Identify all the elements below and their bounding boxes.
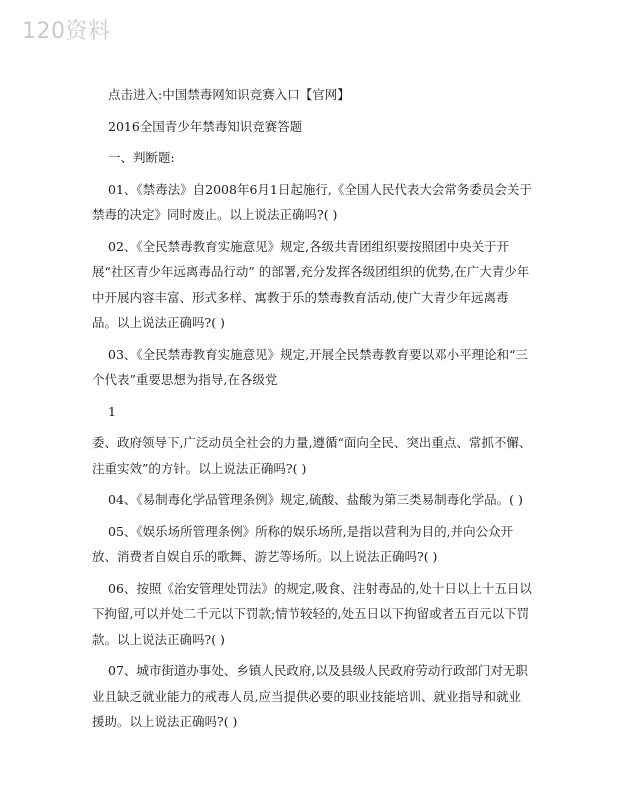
- question-06: 06、按照《治安管理处罚法》的规定,吸食、注射毒品的,处十日以上十五日以下拘留,可以并处二千元以下罚款;情节较轻的,处五日以下拘留或者五百元以下罚款。以上说法正确吗?( ): [92, 580, 532, 647]
- question-03-continuation: 委、政府领导下,广泛动员全社会的力量,遵循“面向全民、突出重点、常抓不懈、注重实效”的方针。以上说法正确吗?( ): [92, 435, 532, 476]
- question-02: 02、《全民禁毒教育实施意见》规定,各级共青团组织要按照团中央关于开展“社区青少年远离毒品行动” 的部署,充分发挥各级团组织的优势,在广大青少年中开展内容丰富、形式多样、寓教于乐的禁毒教育活动,使广大青少年远离毒品。以上说法正确吗?( ): [92, 238, 530, 330]
- question-04: 04、《易制毒化学品管理条例》规定,硫酸、盐酸为第三类易制毒化学品。( ): [108, 492, 523, 507]
- section-heading: 一、判断题:: [108, 150, 175, 165]
- question-05: 05、《娱乐场所管理条例》所称的娱乐场所,是指以营利为目的,并向公众开放、消费者自娱自乐的歌舞、游艺等场所。以上说法正确吗?( ): [92, 523, 514, 564]
- entry-link-line[interactable]: 点击进入:中国禁毒网知识竞赛入口【官网】: [108, 87, 350, 102]
- page-number: 1: [108, 403, 116, 419]
- question-01: 01、《禁毒法》自2008年6月1日起施行,《全国人民代表大会常务委员会关于禁毒的决定》同时废止。以上说法正确吗?( ): [92, 181, 532, 222]
- question-03: 03、《全民禁毒教育实施意见》规定,开展全民禁毒教育要以邓小平理论和“三个代表”重要思想为指导,在各级党: [92, 346, 529, 387]
- watermark-logo: 120资料: [22, 19, 111, 44]
- document-body: [92, 82, 532, 735]
- document-title: 2016全国青少年禁毒知识竞赛答题: [108, 118, 303, 134]
- question-07: 07、城市街道办事处、乡镇人民政府,以及县级人民政府劳动行政部门对无职业且缺乏就业能力的戒毒人员,应当提供必要的职业技能培训、就业指导和就业援助。以上说法正确吗?( ): [92, 663, 528, 729]
